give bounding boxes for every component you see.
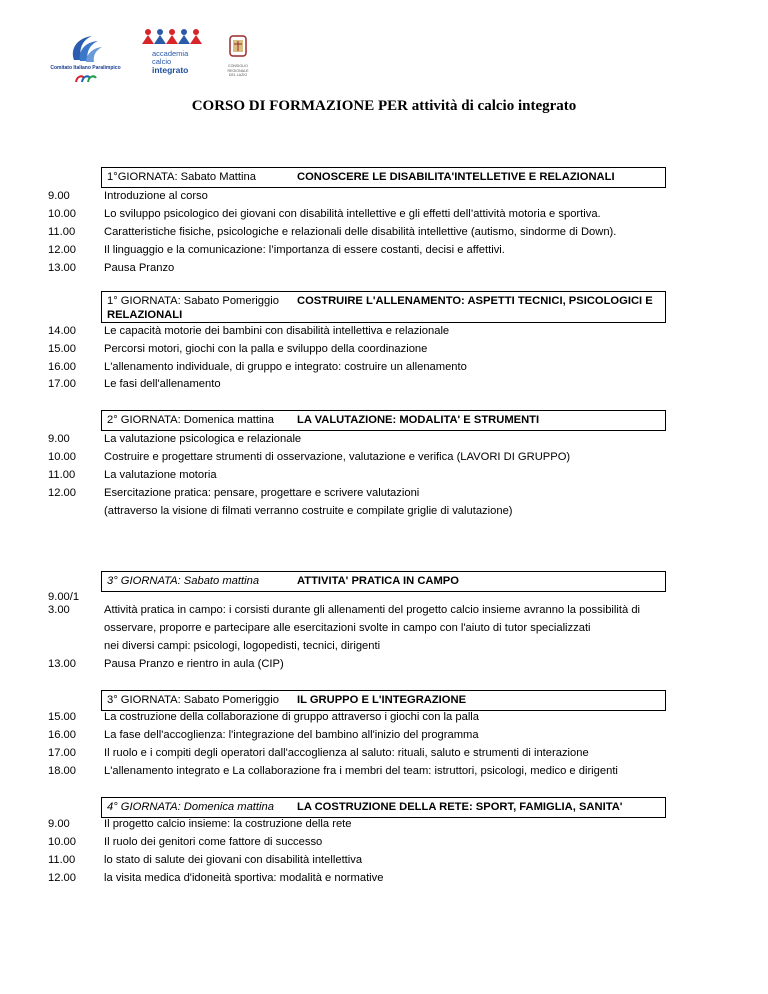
cip-emblem-icon bbox=[48, 32, 123, 66]
crest-icon bbox=[218, 34, 258, 62]
section-day: 3° GIORNATA: Sabato Pomeriggio bbox=[107, 694, 279, 706]
row-time: 13.00 bbox=[48, 262, 76, 274]
section-header bbox=[101, 690, 666, 711]
row-text: Costruire e progettare strumenti di osservazione, valutazione e verifica (LAVORI DI GRUPPO) bbox=[104, 451, 571, 463]
section-day: 1°GIORNATA: Sabato Mattina bbox=[107, 171, 256, 183]
row-text: lo stato di salute dei giovani con disabilità intellettiva bbox=[104, 854, 363, 866]
row-text: Pausa Pranzo bbox=[104, 262, 175, 274]
page-title: CORSO DI FORMAZIONE PER attività di calcio integrato bbox=[191, 98, 577, 114]
section-topic: LA COSTRUZIONE DELLA RETE: SPORT, FAMIGLIA, SANITA' bbox=[297, 801, 623, 813]
section-topic: COSTRUIRE L'ALLENAMENTO: ASPETTI TECNICI, PSICOLOGICI E bbox=[297, 295, 653, 307]
row-text: La valutazione motoria bbox=[104, 469, 217, 481]
section-header bbox=[101, 571, 666, 592]
row-time: 10.00 bbox=[48, 451, 76, 463]
row-time: 9.00 bbox=[48, 818, 70, 830]
row-text: L'allenamento integrato e La collaborazione fra i membri del team: istruttori, psicologi, medico e dirigenti bbox=[104, 765, 618, 777]
row-text: (attraverso la visione di filmati verranno costruite e compilate griglie di valutazione) bbox=[104, 505, 513, 517]
row-text: la visita medica d'idoneità sportiva: modalità e normative bbox=[104, 872, 384, 884]
section-header bbox=[101, 410, 666, 431]
row-time: 13.00 bbox=[48, 658, 76, 670]
row-text: Pausa Pranzo e rientro in aula (CIP) bbox=[104, 658, 284, 670]
cip-name: Comitato Italiano Paralimpico bbox=[50, 65, 121, 71]
section-day: 4° GIORNATA: Domenica mattina bbox=[107, 801, 274, 813]
row-time: 16.00 bbox=[48, 729, 76, 741]
consiglio-regionale-logo bbox=[218, 34, 258, 84]
integrato-word: integrato bbox=[152, 65, 189, 75]
row-text: Introduzione al corso bbox=[104, 190, 208, 202]
row-time: 9.00/1 bbox=[48, 591, 80, 603]
row-time: 17.00 bbox=[48, 747, 76, 759]
section-topic: IL GRUPPO E L'INTEGRAZIONE bbox=[297, 694, 467, 706]
row-text: Il linguaggio e la comunicazione: l’importanza di essere costanti, decisi e affettivi. bbox=[104, 244, 505, 256]
row-time: 9.00 bbox=[48, 190, 70, 202]
row-time: 10.00 bbox=[48, 836, 76, 848]
section-topic: LA VALUTAZIONE: MODALITA' E STRUMENTI bbox=[297, 414, 540, 426]
row-text: Percorsi motori, giochi con la palla e sviluppo della coordinazione bbox=[104, 343, 428, 355]
row-time: 12.00 bbox=[48, 244, 76, 256]
row-text: L'allenamento individuale, di gruppo e integrato: costruire un allenamento bbox=[104, 361, 467, 373]
row-text: osservare, proporre e partecipare alle esercitazioni svolte in campo con l'aiuto di tutor specializzati bbox=[104, 622, 591, 634]
calcio-word: calcio bbox=[152, 57, 172, 66]
row-time: 11.00 bbox=[48, 854, 76, 866]
row-text: La fase dell'accoglienza: l'integrazione del bambino all'inizio del programma bbox=[104, 729, 479, 741]
crl-line-2: REGIONALE bbox=[227, 68, 249, 73]
row-time: 14.00 bbox=[48, 325, 76, 337]
people-icon bbox=[140, 28, 220, 50]
row-text: Attività pratica in campo: i corsisti durante gli allenamenti del progetto calcio insieme avranno la possibilità di bbox=[104, 604, 641, 616]
row-text: Caratteristiche fisiche, psicologiche e relazionali delle disabilità intellettive (autismo, sindorme di Down). bbox=[104, 226, 617, 238]
row-text: Lo sviluppo psicologico dei giovani con disabilità intellettive e gli effetti dell’attività motoria e sportiva. bbox=[104, 208, 601, 220]
accademia-logo bbox=[140, 28, 220, 86]
cip-logo bbox=[48, 32, 123, 84]
row-time: 15.00 bbox=[48, 711, 76, 723]
row-time: 16.00 bbox=[48, 361, 76, 373]
accademia-word: accademia bbox=[152, 49, 189, 58]
row-text: La costruzione della collaborazione di gruppo attraverso i giochi con la palla bbox=[104, 711, 480, 723]
section-topic: CONOSCERE LE DISABILITA'INTELLETIVE E RELAZIONALI bbox=[297, 171, 615, 183]
row-text: nei diversi campi: psicologi, logopedisti, tecnici, dirigenti bbox=[104, 640, 381, 652]
crl-line-3: DEL LAZIO bbox=[228, 73, 248, 77]
row-text: Il ruolo e i compiti degli operatori dall'accoglienza al saluto: rituali, saluto e strumenti di interazione bbox=[104, 747, 589, 759]
row-time: 12.00 bbox=[48, 487, 76, 499]
row-text: Esercitazione pratica: pensare, progettare e scrivere valutazioni bbox=[104, 487, 420, 499]
section-header bbox=[101, 797, 666, 818]
section-day: 2° GIORNATA: Domenica mattina bbox=[107, 414, 274, 426]
row-text: Il ruolo dei genitori come fattore di successo bbox=[104, 836, 323, 848]
section-day: 1° GIORNATA: Sabato Pomeriggio bbox=[107, 295, 279, 307]
row-text: Il progetto calcio insieme: la costruzione della rete bbox=[104, 818, 352, 830]
row-time: 10.00 bbox=[48, 208, 76, 220]
paralympic-agitos-icon bbox=[48, 72, 123, 86]
crl-line-1: CONSIGLIO bbox=[228, 64, 248, 68]
row-time: 18.00 bbox=[48, 765, 76, 777]
section-day: 3° GIORNATA: Sabato mattina bbox=[107, 575, 260, 587]
section-header bbox=[101, 291, 666, 323]
row-time: 17.00 bbox=[48, 378, 76, 390]
row-time: 12.00 bbox=[48, 872, 76, 884]
row-time: 11.00 bbox=[48, 469, 76, 481]
row-time: 15.00 bbox=[48, 343, 76, 355]
row-time: 3.00 bbox=[48, 604, 70, 616]
consiglio-regionale-text bbox=[218, 64, 258, 78]
row-time: 11.00 bbox=[48, 226, 76, 238]
row-text: Le fasi dell'allenamento bbox=[104, 378, 221, 390]
accademia-wordmark bbox=[152, 50, 188, 74]
section-header bbox=[101, 167, 666, 188]
logos-header bbox=[48, 28, 308, 88]
section-topic: ATTIVITA' PRATICA IN CAMPO bbox=[297, 575, 459, 587]
row-text: La valutazione psicologica e relazionale bbox=[104, 433, 302, 445]
row-time: 9.00 bbox=[48, 433, 70, 445]
row-text: Le capacità motorie dei bambini con disabilità intellettiva e relazionale bbox=[104, 325, 450, 337]
section-topic-continued: RELAZIONALI bbox=[107, 309, 183, 321]
